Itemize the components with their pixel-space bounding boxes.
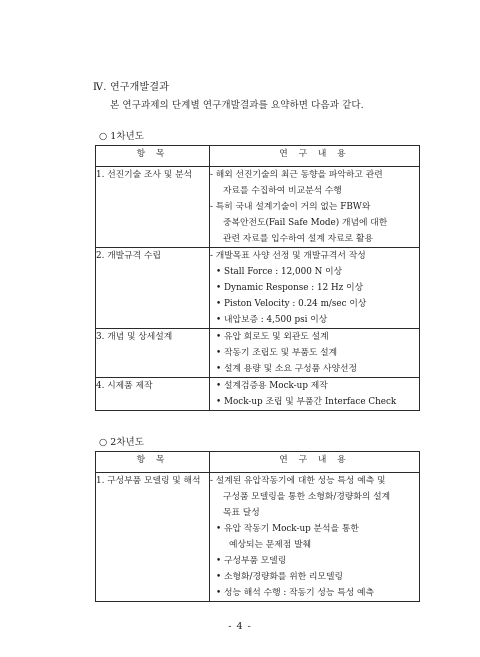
year2-label: ○ 2차년도 — [99, 437, 144, 448]
section-heading: Ⅳ. 연구개발결과 — [93, 82, 170, 93]
content-line: • 설계 용량 및 소요 구성품 사양선정 — [216, 364, 357, 374]
content-line: • 작동기 조립도 및 부품도 설계 — [216, 348, 338, 358]
content-line: - 개발목표 사양 선정 및 개발규격서 작성 — [210, 251, 366, 261]
year1-header-item: 항 목 — [96, 146, 210, 167]
content-line: 목표 달성 — [223, 508, 260, 518]
content-line: - 특히 국내 설계기술이 거의 없는 FBW와 — [210, 202, 371, 212]
page-number: - 4 - — [228, 621, 252, 632]
table-row — [96, 473, 420, 602]
content-line: • Mock-up 조립 및 부품간 Interface Check — [216, 397, 397, 407]
content-line: 중복안전도(Fail Safe Mode) 개념에 대한 — [223, 218, 388, 228]
year2-header-row — [96, 452, 420, 473]
content-line: - 설계된 유압작동기에 대한 성능 특성 예측 및 — [210, 476, 386, 486]
row-item: 3. 개념 및 상세설계 — [96, 329, 210, 378]
year1-table — [95, 145, 420, 411]
table-row — [96, 329, 420, 378]
row-content — [210, 167, 420, 248]
row-content — [210, 473, 420, 602]
content-line: • Dynamic Response : 12 Hz 이상 — [216, 283, 364, 293]
row-item: 1. 선진기술 조사 및 분석 — [96, 167, 210, 248]
content-line: • Stall Force : 12,000 N 이상 — [216, 267, 343, 277]
content-line: 자료를 수집하여 비교분석 수행 — [223, 186, 342, 196]
content-line: 예상되는 문제점 발췌 — [229, 540, 312, 550]
table-row — [96, 248, 420, 329]
year2-header-item: 항 목 — [96, 452, 210, 473]
table-row — [96, 378, 420, 411]
content-line: • 소형화/경량화를 위한 리모델링 — [216, 572, 344, 582]
table-row — [96, 167, 420, 248]
row-content — [210, 378, 420, 411]
year1-header-content: 연 구 내 용 — [210, 146, 420, 167]
row-content — [210, 329, 420, 378]
content-line: • 구성부품 모델링 — [216, 556, 287, 566]
row-item: 2. 개발규격 수립 — [96, 248, 210, 329]
content-line: - 해외 선진기술의 최근 동향을 파악하고 관련 — [210, 170, 383, 180]
content-line: • 설계검증용 Mock-up 제작 — [216, 381, 328, 391]
row-item: 1. 구성부품 모델링 및 해석 — [96, 473, 210, 602]
content-line: • 유압 회로도 및 외관도 설계 — [216, 332, 329, 342]
row-item: 4. 시제품 제작 — [96, 378, 210, 411]
content-line: • 성능 해석 수행 : 작동기 성능 특성 예측 — [216, 588, 374, 598]
year1-label: ○ 1차년도 — [99, 131, 144, 142]
year2-header-content: 연 구 내 용 — [210, 452, 420, 473]
year2-table — [95, 451, 420, 602]
content-line: • Piston Velocity : 0.24 m/sec 이상 — [216, 299, 367, 309]
row-content — [210, 248, 420, 329]
content-line: 구성품 모델링을 통한 소형화/경량화의 설계 — [223, 492, 391, 502]
section-summary: 본 연구과제의 단계별 연구개발결과를 요약하면 다음과 같다. — [110, 100, 364, 111]
year1-header-row — [96, 146, 420, 167]
content-line: 관련 자료를 입수하여 설계 자료로 활용 — [223, 234, 373, 244]
content-line: • 유압 작동기 Mock-up 분석을 통한 — [216, 524, 359, 534]
content-line: • 내압보증 : 4,500 psi 이상 — [216, 315, 328, 325]
